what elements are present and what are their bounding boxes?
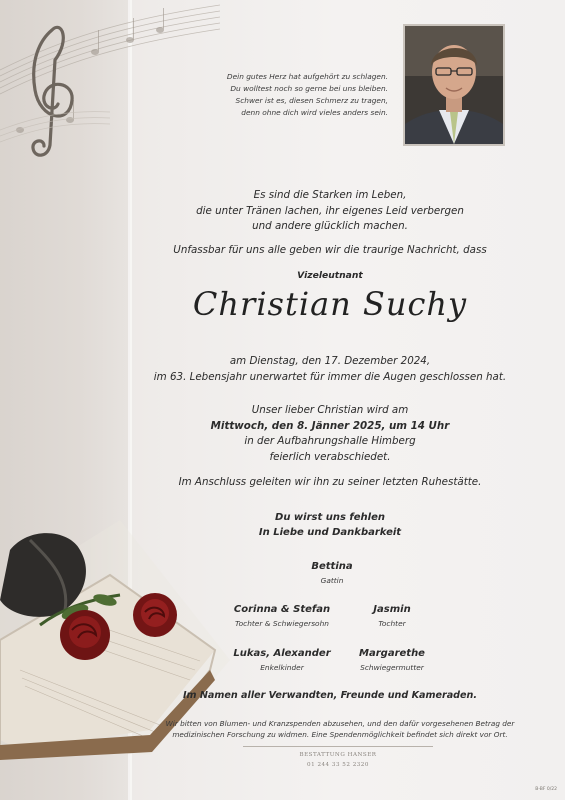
document-code: B-BF 0/22: [535, 787, 557, 792]
relative-entry: [212, 648, 352, 672]
funeral-line: feierlich verabschiedet.: [269, 450, 391, 463]
relative-name: Jasmin: [373, 604, 411, 615]
deceased-name: Christian Suchy: [192, 285, 468, 323]
funeral-datetime: Mittwoch, den 8. Jänner 2025, um 14 Uhr: [210, 419, 450, 432]
relative-entry: [342, 604, 442, 628]
relative-entry: [342, 648, 442, 672]
verse-line: die unter Tränen lachen, ihr eigenes Leid verbergen: [196, 204, 464, 217]
red-rose-icon: [60, 610, 110, 660]
relative-role: Gattin: [320, 576, 344, 585]
farewell-block: [130, 510, 530, 540]
deceased-rank: Vizeleutnant: [297, 270, 363, 281]
relative-role: Schwiegermutter: [360, 663, 424, 672]
red-rose-icon: [133, 593, 177, 637]
burial-text: Im Anschluss geleiten wir ihn zu seiner letzten Ruhestätte.: [178, 476, 482, 488]
relative-role: Tochter & Schwiegersohn: [235, 619, 329, 628]
poem-line: denn ohne dich wird vieles anders sein.: [241, 108, 388, 117]
poem-line: Schwer ist es, diesen Schmerz zu tragen,: [235, 96, 388, 105]
note-line: medizinischen Forschung zu widmen. Eine Spendenmöglichkeit befindet sich direkt vor Ort.: [172, 730, 508, 739]
funeral-home-phone: 01 244 33 52 2320: [307, 762, 369, 768]
verse-block: [130, 188, 530, 235]
funeral-home-name: BESTATTUNG HANSER: [299, 752, 377, 758]
death-date-line: am Dienstag, den 17. Dezember 2024,: [229, 355, 431, 367]
relative-role: Enkelkinder: [260, 663, 304, 672]
poem-line: Dein gutes Herz hat aufgehört zu schlagen.: [226, 72, 388, 81]
verse-line: Es sind die Starken im Leben,: [253, 189, 407, 201]
closing-line: Im Namen aller Verwandten, Freunde und Kameraden.: [182, 690, 478, 701]
relative-name: Lukas, Alexander: [233, 648, 331, 659]
relative-name: Corinna & Stefan: [233, 604, 331, 615]
relative-name: Bettina: [311, 561, 353, 572]
announcement-intro: Unfassbar für uns alle geben wir die traurige Nachricht, dass: [173, 244, 487, 256]
death-text-line: im 63. Lebensjahr unerwartet für immer die Augen geschlossen hat.: [153, 370, 507, 383]
footer-divider: [243, 746, 433, 747]
funeral-home-info: [243, 750, 433, 770]
note-line: Wir bitten von Blumen- und Kranzspenden abzusehen, und den dafür vorgesehenen Betrag der: [165, 719, 515, 728]
death-info: [130, 354, 530, 385]
funeral-line: Unser lieber Christian wird am: [251, 404, 409, 416]
opening-poem: [168, 71, 388, 119]
verse-line: und andere glücklich machen.: [252, 220, 408, 232]
relative-entry: [212, 604, 352, 628]
poem-line: Du wolltest noch so gerne bei uns bleiben.: [230, 84, 388, 93]
portrait-photo: [403, 24, 505, 146]
funeral-location: in der Aufbahrungshalle Himberg: [244, 435, 416, 447]
relative-name: Margarethe: [359, 648, 425, 659]
farewell-line: In Liebe und Dankbarkeit: [258, 527, 402, 538]
relative-entry: [252, 561, 412, 585]
donation-note: [130, 718, 550, 740]
relative-role: Tochter: [378, 619, 406, 628]
funeral-info: [130, 403, 530, 465]
farewell-line: Du wirst uns fehlen: [275, 512, 385, 523]
